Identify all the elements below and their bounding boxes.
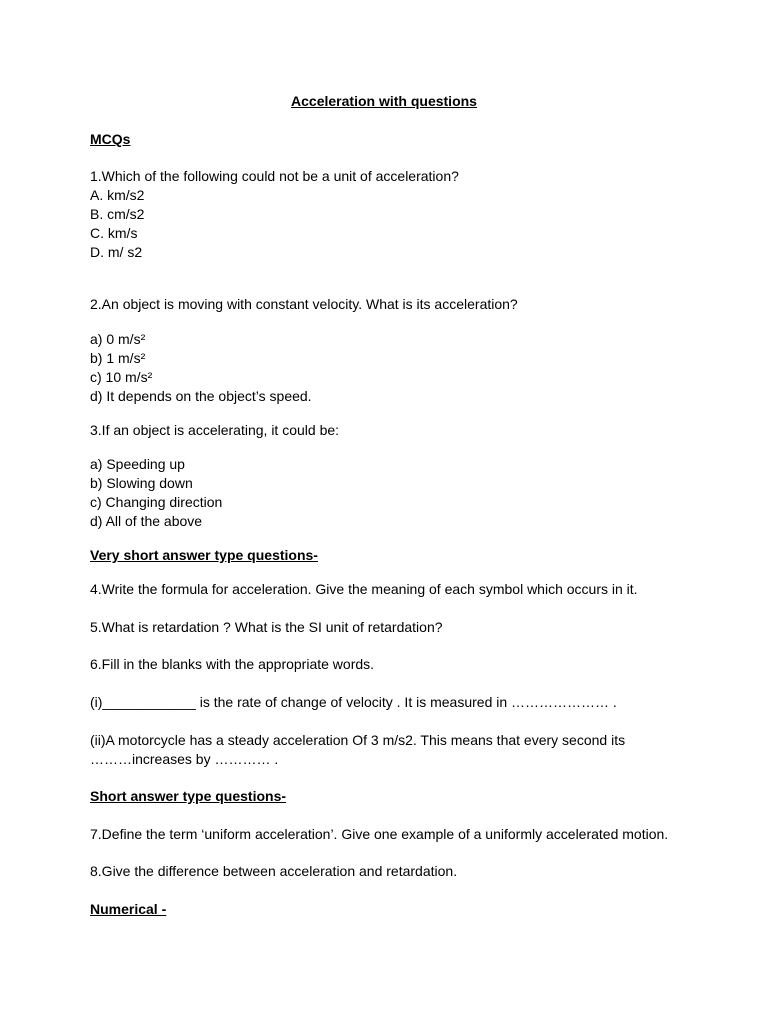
- q1-option-d: D. m/ s2: [90, 244, 143, 260]
- q2-option-b: b) 1 m/s²: [90, 350, 146, 366]
- section-heading-very-short: Very short answer type questions-: [90, 547, 318, 563]
- q3-option-a: a) Speeding up: [90, 456, 185, 472]
- question-3: 3.If an object is accelerating, it could be:: [90, 422, 340, 438]
- q3-option-b: b) Slowing down: [90, 475, 193, 491]
- document-title: Acceleration with questions: [291, 93, 477, 109]
- q1-option-c: C. km/s: [90, 225, 138, 241]
- question-4: 4.Write the formula for acceleration. Give the meaning of each symbol which occurs in it.: [90, 581, 638, 597]
- q1-option-b: B. cm/s2: [90, 206, 145, 222]
- question-6-part-i: (i)____________ is the rate of change of velocity . It is measured in ………………… .: [90, 694, 617, 710]
- q2-option-d: d) It depends on the object’s speed.: [90, 388, 312, 404]
- section-heading-short: Short answer type questions-: [90, 788, 287, 804]
- q2-option-c: c) 10 m/s²: [90, 369, 153, 385]
- question-5: 5.What is retardation ? What is the SI unit of retardation?: [90, 619, 443, 635]
- question-6: 6.Fill in the blanks with the appropriate words.: [90, 656, 375, 672]
- question-8: 8.Give the difference between acceleration and retardation.: [90, 863, 458, 879]
- question-1: 1.Which of the following could not be a unit of acceleration?: [90, 168, 459, 184]
- section-heading-mcqs: MCQs: [90, 131, 131, 147]
- q3-option-c: c) Changing direction: [90, 494, 223, 510]
- q3-option-d: d) All of the above: [90, 513, 203, 529]
- q1-option-a: A. km/s2: [90, 187, 145, 203]
- section-heading-numerical: Numerical -: [90, 901, 167, 917]
- question-6-part-ii-line-2: ………increases by ………… .: [90, 751, 279, 767]
- question-6-part-ii-line-1: (ii)A motorcycle has a steady acceleration Of 3 m/s2. This means that every second its: [90, 732, 626, 748]
- question-2: 2.An object is moving with constant velocity. What is its acceleration?: [90, 296, 518, 312]
- q2-option-a: a) 0 m/s²: [90, 331, 146, 347]
- question-7: 7.Define the term ‘uniform acceleration’. Give one example of a uniformly accelerated motion.: [90, 826, 669, 842]
